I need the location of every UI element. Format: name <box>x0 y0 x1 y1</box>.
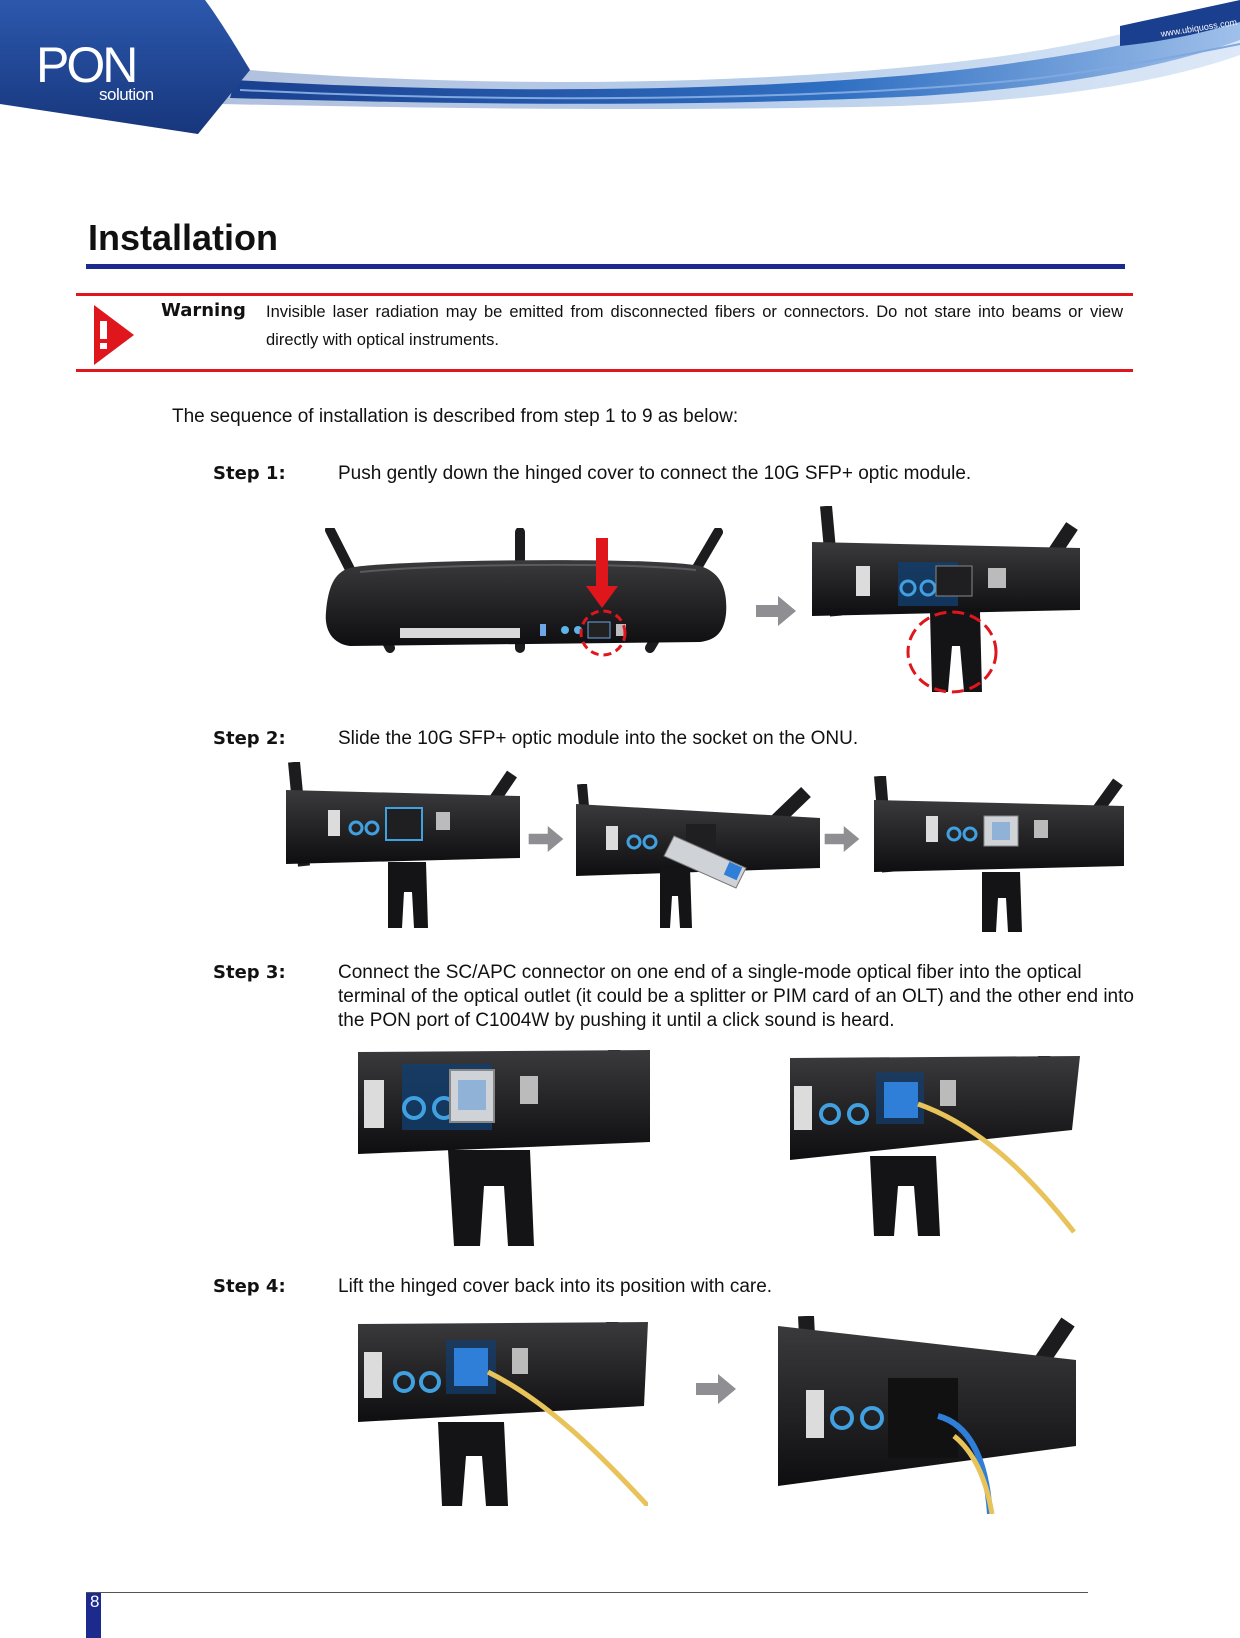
step-2-text: Slide the 10G SFP+ optic module into the socket on the ONU. <box>338 728 859 749</box>
step-3-photo-module <box>358 1050 650 1248</box>
step-1-text: Push gently down the hinged cover to connect the 10G SFP+ optic module. <box>338 463 972 484</box>
title-underline <box>86 264 1125 269</box>
step-1-label: Step 1: <box>213 463 286 484</box>
step-2-label: Step 2: <box>213 728 286 749</box>
step-1-photo-closeup <box>812 506 1080 698</box>
logo-text: PON <box>36 37 136 93</box>
warning-bottom-rule <box>76 369 1133 372</box>
warning-top-rule <box>76 293 1133 296</box>
step-4-photo-cover-closed <box>778 1316 1076 1514</box>
footer-rule <box>86 1592 1088 1593</box>
page-title: Installation <box>88 217 279 258</box>
arrow-right-icon <box>756 596 796 631</box>
step-4-label: Step 4: <box>213 1276 286 1297</box>
intro-text: The sequence of installation is described from step 1 to 9 as below: <box>172 406 739 427</box>
logo-subtext: solution <box>99 85 154 104</box>
header-banner <box>0 0 1240 140</box>
warning-text: Invisible laser radiation may be emitted from disconnected fibers or connectors. Do not stare into beams or view directly with optical instruments. <box>266 303 1123 349</box>
warning-label: Warning <box>161 300 246 321</box>
step-1-photo-router <box>320 528 730 668</box>
warning-icon <box>88 305 138 370</box>
company-url[interactable]: www.ubiquoss.com <box>1160 16 1238 39</box>
step-3-text: Connect the SC/APC connector on one end of a single-mode optical fiber into the optical terminal of the optical outlet (it could be a splitter or PIM card of an OLT) and the other end into the PON port of C1004W by pushing it until a click sound is heard. <box>338 962 1134 1031</box>
step-2-photo-empty-socket <box>286 762 520 930</box>
page-number: 8 <box>90 1592 100 1611</box>
step-2-photo-inserting <box>576 784 820 930</box>
step-3-label: Step 3: <box>213 962 286 983</box>
arrow-right-icon <box>696 1374 736 1409</box>
step-2-photo-inserted <box>874 776 1124 934</box>
arrow-right-icon <box>824 826 860 857</box>
step-4-photo-cover-open <box>358 1322 648 1506</box>
step-3-photo-fiber-connected <box>790 1056 1080 1236</box>
step-4-text: Lift the hinged cover back into its position with care. <box>338 1276 773 1297</box>
arrow-right-icon <box>528 826 564 857</box>
